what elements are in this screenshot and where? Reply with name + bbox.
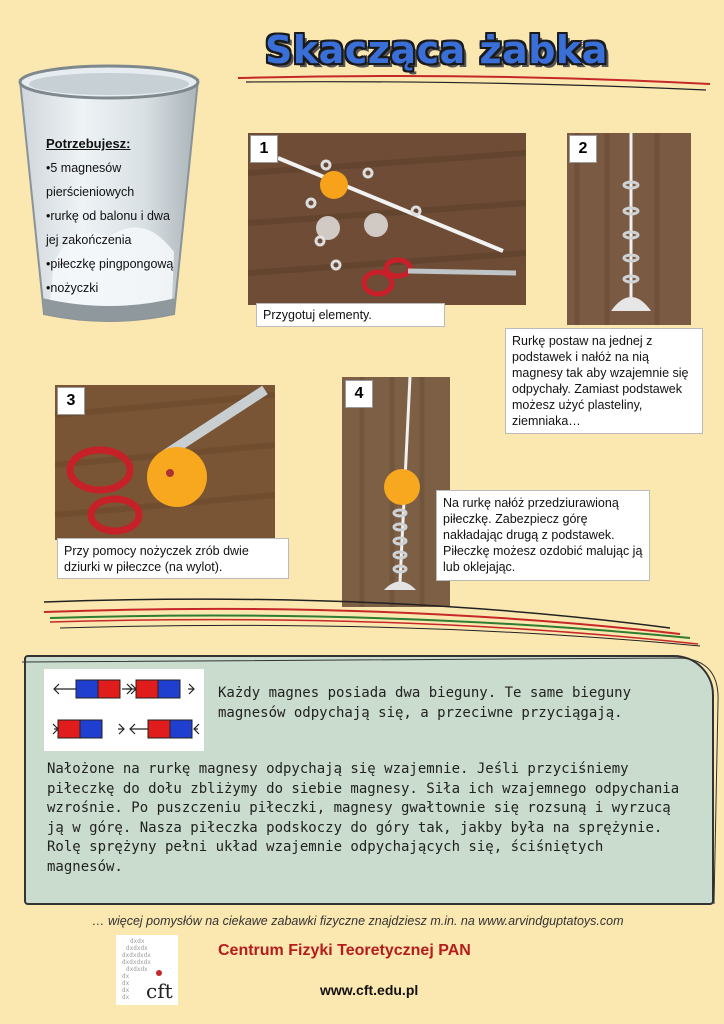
- needs-item: pierścieniowych: [46, 185, 135, 199]
- svg-text:dx: dx: [122, 980, 130, 987]
- needs-item: jej zakończenia: [46, 233, 132, 247]
- svg-text:dxdxdxdx: dxdxdxdx: [122, 952, 151, 959]
- magnet-explanation: Każdy magnes posiada dwa bieguny. Te same bieguny magnesów odpychają się, a przeciwne przyciągają.: [218, 685, 632, 721]
- needs-item: •rurkę od balonu i dwa: [46, 209, 170, 223]
- institution-name: Centrum Fizyki Teoretycznej PAN: [218, 942, 471, 959]
- step1-photo: [248, 133, 526, 305]
- step2-caption: Rurkę postaw na jednej z podstawek i nałóż na nią magnesy tak aby wzajemnie się odpychały. Zamiast podstawek możesz użyć plasteliny, ziemniaka…: [505, 328, 703, 434]
- page-title: Skacząca żabka: [265, 28, 608, 72]
- step1-caption: Przygotuj elementy.: [256, 303, 445, 327]
- needs-item: •piłeczkę pingpongową: [46, 257, 174, 271]
- step3-caption: Przy pomocy nożyczek zrób dwie dziurki w piłeczce (na wylot).: [57, 538, 289, 579]
- divider-swoosh: [40, 588, 704, 648]
- more-ideas-line: [92, 914, 623, 928]
- step4-caption: Na rurkę nałóż przedziurawioną piłeczkę. Zabezpiecz górę nakładając drugą z podstawek. Piłeczkę możesz ozdobić malując ją lub oklejając.: [436, 490, 650, 581]
- needs-item: •nożyczki: [46, 281, 99, 295]
- svg-text:dx: dx: [122, 987, 130, 994]
- svg-text:dx: dx: [122, 994, 130, 1001]
- step4-photo: [342, 377, 450, 607]
- step-number: 4: [345, 380, 373, 408]
- magnet-diagram: [44, 669, 204, 751]
- svg-text:dxdxdxdx: dxdxdxdx: [122, 959, 151, 966]
- svg-text:dxdx: dxdx: [130, 938, 145, 945]
- cft-logo-text: cft: [146, 979, 173, 1003]
- website-link[interactable]: www.cft.edu.pl: [320, 982, 419, 998]
- more-ideas-link[interactable]: www.arvindguptatoys.com: [478, 914, 624, 928]
- step-number: 2: [569, 135, 597, 163]
- needs-heading: Potrzebujesz:: [46, 136, 131, 151]
- svg-text:dxdxdx: dxdxdx: [126, 966, 148, 973]
- title-underline: [236, 74, 712, 94]
- needs-item: •5 magnesów: [46, 161, 122, 175]
- cft-logo: [116, 935, 178, 1005]
- step3-photo: [55, 385, 275, 540]
- needs-list: [46, 132, 196, 300]
- step-number: 1: [250, 135, 278, 163]
- step-number: 3: [57, 387, 85, 415]
- svg-text:dxdxdx: dxdxdx: [126, 945, 148, 952]
- more-ideas-text: … więcej pomysłów na ciekawe zabawki fizyczne znajdziesz m.in. na: [92, 914, 479, 928]
- jump-explanation: Nałożone na rurkę magnesy odpychają się wzajemnie. Jeśli przyciśniemy piłeczkę do dołu zbliżymy do siebie magnesy. Siła ich wzajemnego odpychania wzrośnie. Po puszczeniu piłeczki, magnesy gwałtownie się rozsuną i wyrzucą ją w górę. Nasza piłeczka podskoczy do góry tak, jakby była na sprężynie. Rolę sprężyny pełni układ wzajemnie odpychających się, ściśniętych magnesów.: [47, 761, 680, 875]
- svg-text:dx: dx: [122, 973, 130, 980]
